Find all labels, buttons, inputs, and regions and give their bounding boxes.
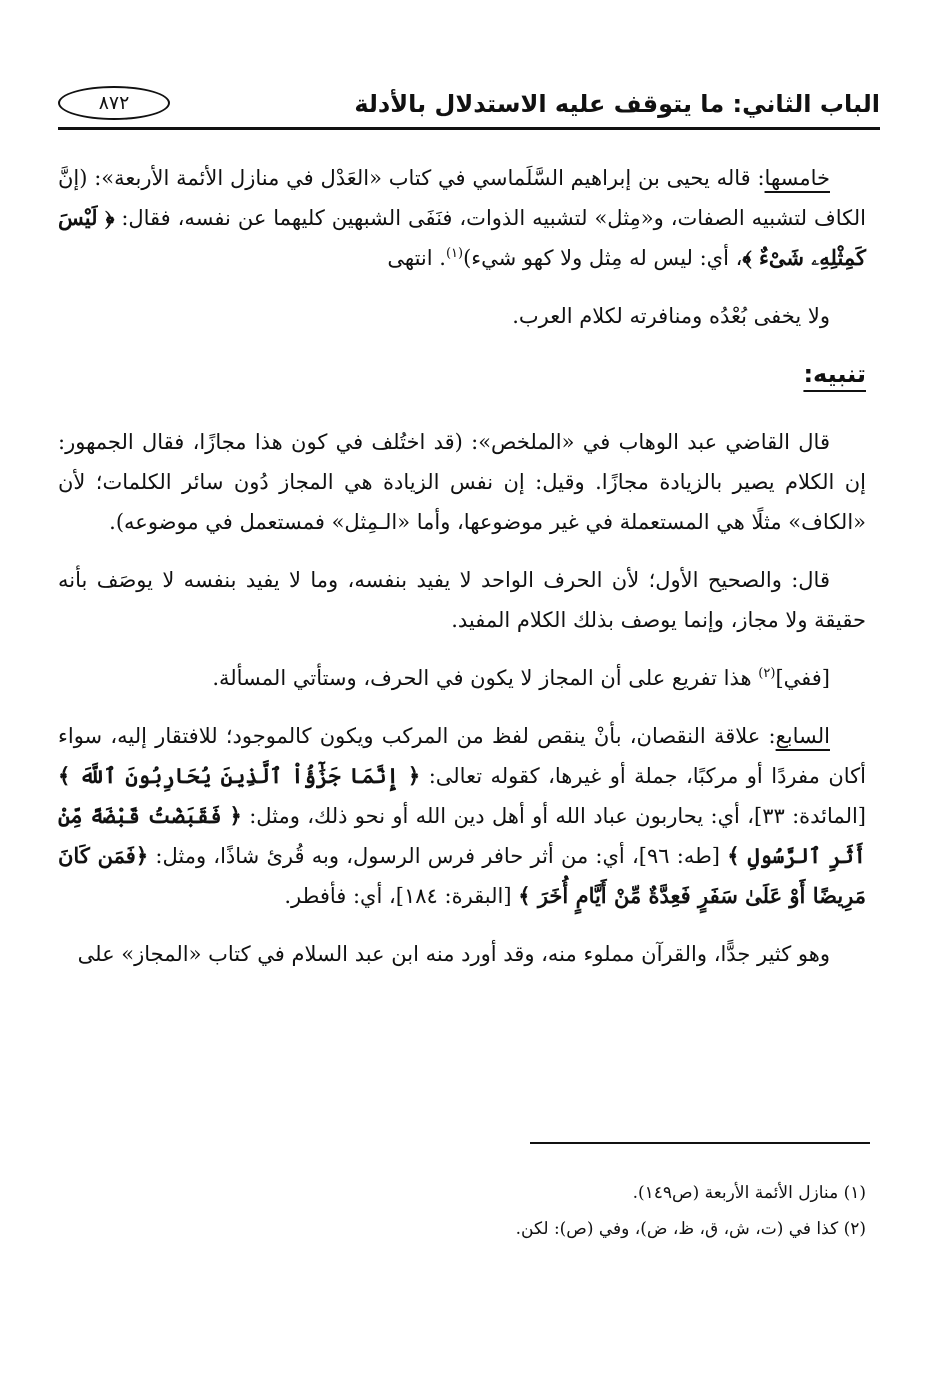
- quran-verse: ﴿ فَقَبَضْتُ قَبْضَةً مِّنْ أَثَرِ ٱلرَّسُولِ ﴾: [58, 803, 866, 868]
- paragraph-text: [المائدة: ٣٣]، أي: يحاربون عباد الله أو أهل دين الله أو نحو ذلك، ومثل:: [241, 804, 866, 828]
- paragraph-text: هذا تفريع على أن المجاز لا يكون في الحرف، وستأتي المسألة.: [212, 666, 759, 690]
- quran-verse: ﴿فَمَن كَانَ مَرِيضًا أَوْ عَلَىٰ سَفَرٍ فَعِدَّةٌ مِّنْ أَيَّامٍ أُخَرَ ﴾: [58, 843, 866, 908]
- paragraph-text: [ففي]: [775, 666, 830, 690]
- paragraph-text: ، أي: ليس له مِثل ولا كهو شيء): [463, 246, 743, 270]
- paragraph-seventh: [58, 716, 866, 916]
- paragraph-derivation: [58, 658, 866, 698]
- section-lead-fifth: خامسها: [764, 166, 830, 190]
- paragraph-text: [طه: ٩٦]، أي: من أثر حافر فرس الرسول، وبه قُرئ شاذًا، ومثل:: [148, 844, 728, 868]
- footnote-divider: [530, 1142, 870, 1144]
- paragraph-closing: وهو كثير جدًّا، والقرآن مملوء منه، وقد أورد منه ابن عبد السلام في كتاب «المجاز» على: [77, 942, 830, 966]
- paragraph-text: : قاله يحيى بن إبراهيم السَّلَماسي في كتاب «العَدْل في منازل الأئمة الأربعة»: (إنَّ الكاف لتشبيه الصفات، و«مِثل» لتشبيه الذوات، فنَفَى الشبهين كليهما عن نفسه، فقال:: [58, 166, 866, 230]
- footnote-1: (١) منازل الأئمة الأربعة (ص١٤٩).: [632, 1183, 866, 1203]
- footnotes: [58, 1175, 866, 1247]
- quran-verse: ﴿ لَيْسَ كَمِثْلِهِۦ شَىْءٌ ﴾: [58, 205, 866, 270]
- main-text: [58, 158, 866, 992]
- paragraph-text: [البقرة: ١٨٤]، أي: فأفطر.: [284, 884, 519, 908]
- paragraph-qadi: قال القاضي عبد الوهاب في «الملخص»: (قد اختُلف في كون هذا مجازًا، فقال الجمهور: إن الكلام يصير بالزيادة مجازًا. وقيل: إن نفس الزيادة هي المجاز دُون سائر الكلمات؛ لأن «الكاف» مثلًا هي المستعملة في غير موضوعها، وأما «الـمِثل» فمستعمل في موضوعه).: [58, 430, 866, 534]
- section-lead-seventh: السابع: [775, 724, 830, 748]
- footnote-ref-2: (٢): [758, 666, 776, 681]
- footnote-2: (٢) كذا في (ت، ش، ق، ظ، ض)، وفي (ص): لكن.: [515, 1219, 866, 1239]
- footnote-ref-1: (١): [445, 246, 464, 261]
- paragraph-correct: قال: والصحيح الأول؛ لأن الحرف الواحد لا يفيد بنفسه، وما لا يفيد بنفسه لا يوصَف بأنه حقيقة ولا مجاز، وإنما يوصف بذلك الكلام المفيد.: [58, 568, 866, 632]
- header-divider: [58, 127, 880, 130]
- chapter-title: الباب الثاني: ما يتوقف عليه الاستدلال بالأدلة: [354, 90, 880, 118]
- paragraph-remark: ولا يخفى بُعْدُه ومنافرته لكلام العرب.: [512, 304, 830, 328]
- paragraph-text: : علاقة النقصان، بأنْ ينقص لفظ من المركب ويكون كالموجود؛ للافتقار إليه، سواء أكان مفردًا أو مركبًا، جملة أو غيرها، كقوله تعالى:: [58, 724, 866, 788]
- running-header: [58, 84, 880, 130]
- paragraph-fifth: [58, 158, 866, 278]
- page-number: ٨٧٢: [58, 86, 170, 120]
- section-heading-note: تنبيه:: [803, 360, 866, 388]
- paragraph-text: . انتهى: [387, 246, 446, 270]
- quran-verse: ﴿ إِنَّمَا جَزَٰٓؤُاْ ٱلَّذِينَ يُحَارِبُونَ ٱللَّهَ ﴾: [58, 763, 421, 788]
